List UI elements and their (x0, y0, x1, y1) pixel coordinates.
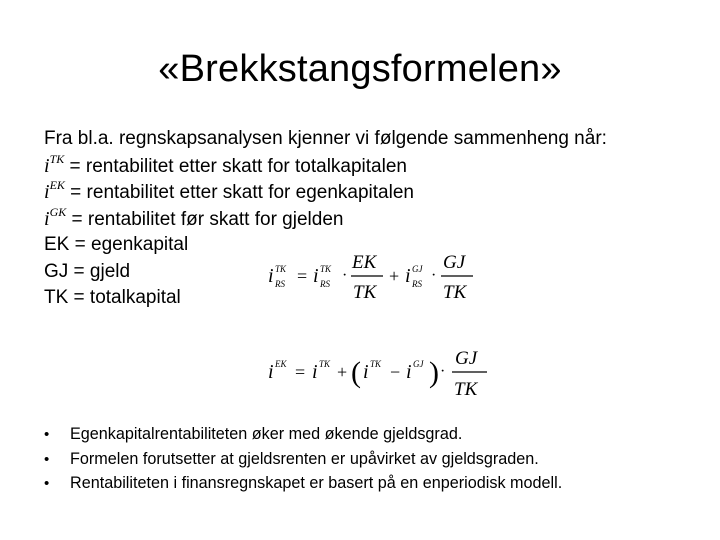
f2-sup-tk: TK (319, 359, 331, 369)
bullet-text: Formelen forutsetter at gjeldsrenten er upåvirket av gjeldsgraden. (70, 449, 539, 468)
f1-sub-rs: RS (320, 279, 330, 289)
list-item (44, 447, 562, 472)
f2-sup-ek: EK (275, 359, 287, 369)
f2-sup-tk: TK (370, 359, 382, 369)
f1-sup-gj: GJ (412, 264, 423, 274)
f1-term-i: i (405, 265, 411, 287)
bullet-text: Rentabiliteten i finansregnskapet er basert på en enperiodisk modell. (70, 474, 563, 492)
leverage-formula-1 (265, 246, 485, 308)
f2-equals: = (295, 362, 306, 382)
f2-denominator-tk: TK (454, 379, 478, 400)
bullet-list (44, 422, 562, 496)
f2-term-i: i (312, 361, 318, 383)
bullet-text: Egenkapitalrentabiliteten øker med økende gjeldsgrad. (70, 425, 463, 443)
f1-sub-rs: RS (412, 279, 422, 289)
f2-dot: · (440, 363, 446, 380)
f1-sup-tk: TK (320, 264, 332, 274)
f1-numerator-ek: EK (352, 252, 377, 273)
f2-term-i: i (363, 361, 369, 383)
f1-dot: · (431, 267, 437, 284)
definition-symbol: $i^{GK}$ (44, 204, 67, 230)
f1-dot: · (342, 267, 348, 284)
f1-plus: + (389, 266, 400, 286)
definition-symbol: $i^{TK}$ (44, 151, 65, 177)
f1-sup-tk: TK (275, 264, 287, 274)
list-item (44, 471, 562, 496)
definition-symbol: $i^{EK}$ (44, 178, 65, 203)
definition-ek (44, 179, 607, 206)
leverage-formula-2 (265, 340, 500, 406)
f2-numerator-gj: GJ (455, 348, 478, 369)
definition-text: = rentabilitet før skatt for gjelden (66, 208, 344, 230)
definition-tk (44, 153, 607, 180)
f1-term-i: i (268, 265, 274, 287)
bullet-icon: • (44, 426, 50, 443)
definition-gk (44, 206, 607, 233)
abbreviation-ek: EK = egenkapital (44, 234, 189, 255)
f1-denominator-tk: TK (353, 282, 377, 303)
intro-text: Fra bl.a. regnskapsanalysen kjenner vi følgende sammenheng når: (44, 128, 607, 149)
slide-title: «Brekkstangsformelen» (158, 48, 562, 90)
f2-plus: + (337, 362, 348, 382)
definition-text: = rentabilitet etter skatt for totalkapitalen (64, 155, 407, 177)
bullet-icon: • (44, 475, 50, 492)
bullet-icon: • (44, 450, 50, 468)
f2-minus: − (390, 362, 401, 382)
definition-text: = rentabilitet etter skatt for egenkapitalen (64, 182, 414, 203)
f2-left-paren: ( (351, 356, 361, 389)
abbreviation-gj: GJ = gjeld (44, 260, 131, 282)
f2-term-i: i (268, 361, 274, 383)
f2-term-i: i (406, 361, 412, 383)
f1-numerator-gj: GJ (443, 252, 466, 273)
f1-term-i: i (313, 265, 319, 287)
f1-sub-rs: RS (275, 279, 285, 289)
f1-denominator-tk: TK (443, 282, 467, 303)
f1-equals: = (297, 266, 308, 286)
list-item (44, 422, 562, 447)
f2-right-paren: ) (429, 356, 439, 389)
f2-sup-gj: GJ (413, 359, 424, 369)
abbreviation-tk: TK = totalkapital (44, 287, 181, 308)
